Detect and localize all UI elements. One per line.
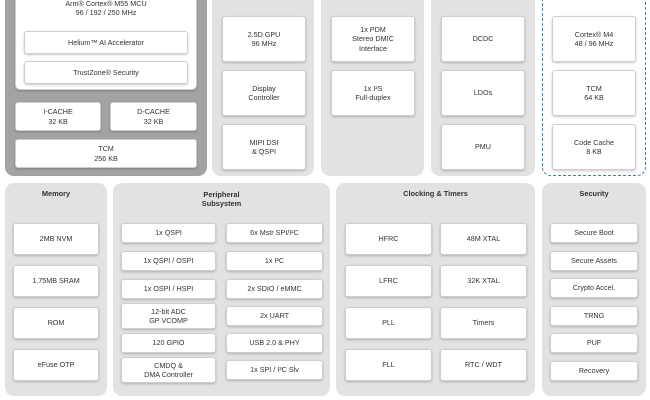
memory-item: eFuse OTP (13, 349, 99, 381)
clock-item: FLL (345, 349, 432, 381)
peripheral-title: Peripheral Subsystem (201, 190, 242, 209)
dcache: D-CACHE 32 KB (110, 102, 197, 131)
cortex-m4-code-cache: Code Cache 8 KB (552, 124, 636, 170)
cortex-m55-name: Arm® Cortex® M55 MCU (65, 0, 147, 8)
cortex-m4-tcm: TCM 64 KB (552, 70, 636, 116)
clock-item: HFRC (345, 223, 432, 255)
security-title: Security (579, 189, 609, 198)
pdm-interface: 1x PDM Stereo DMIC Interface (331, 16, 415, 62)
security-item: Recovery (550, 361, 638, 381)
pmu-block: PMU (441, 124, 525, 170)
cortex-m55-freq: 96 / 192 / 250 MHz (75, 8, 137, 18)
peripheral-item: 12-bit ADC GP VCOMP (121, 303, 216, 329)
peripheral-item: 2x SDIO / eMMC (226, 279, 323, 299)
security-item: TRNG (550, 306, 638, 326)
peripheral-item: CMDQ & DMA Controller (121, 357, 216, 383)
gpu-block: 2.5D GPU 96 MHz (222, 16, 306, 62)
peripheral-item: USB 2.0 & PHY (226, 333, 323, 353)
cpu-tcm: TCM 256 KB (15, 139, 197, 168)
clock-item: 48M XTAL (440, 223, 527, 255)
peripheral-item: 1x QSPI (121, 223, 216, 243)
security-item: Secure Boot (550, 223, 638, 243)
trustzone-security: TrustZone® Security (24, 61, 188, 84)
dcdc-block: DCDC (441, 16, 525, 62)
peripheral-item: 2x UART (226, 306, 323, 326)
clock-item: RTC / WDT (440, 349, 527, 381)
peripheral-item: 1x QSPI / OSPI (121, 251, 216, 271)
helium-ai-accelerator: Helium™ AI Accelerator (24, 31, 188, 54)
clock-item: LFRC (345, 265, 432, 297)
clock-item: Timers (440, 307, 527, 339)
memory-title: Memory (41, 189, 71, 198)
i2s-interface: 1x I²S Full-duplex (331, 70, 415, 116)
icache: I-CACHE 32 KB (15, 102, 101, 131)
peripheral-item: 1x OSPI / HSPI (121, 279, 216, 299)
memory-item: 2MB NVM (13, 223, 99, 255)
ldos-block: LDOs (441, 70, 525, 116)
security-item: Secure Assets (550, 251, 638, 271)
security-item: PUF (550, 333, 638, 353)
clock-item: 32K XTAL (440, 265, 527, 297)
clock-item: PLL (345, 307, 432, 339)
clocking-title: Clocking & Timers (403, 189, 468, 198)
peripheral-item: 1x SPI / I²C Slv (226, 360, 323, 380)
security-item: Crypto Accel. (550, 278, 638, 298)
cortex-m4-core: Cortex® M4 48 / 96 MHz (552, 16, 636, 62)
peripheral-item: 1x I²C (226, 251, 323, 271)
memory-item: ROM (13, 307, 99, 339)
memory-item: 1.75MB SRAM (13, 265, 99, 297)
cortex-m55-title (15, 0, 197, 18)
mipi-dsi-qspi: MIPI DSI & QSPI (222, 124, 306, 170)
peripheral-item: 6x Mstr SPI/I²C (226, 223, 323, 243)
display-controller: Display Controller (222, 70, 306, 116)
peripheral-item: 120 GPIO (121, 333, 216, 353)
